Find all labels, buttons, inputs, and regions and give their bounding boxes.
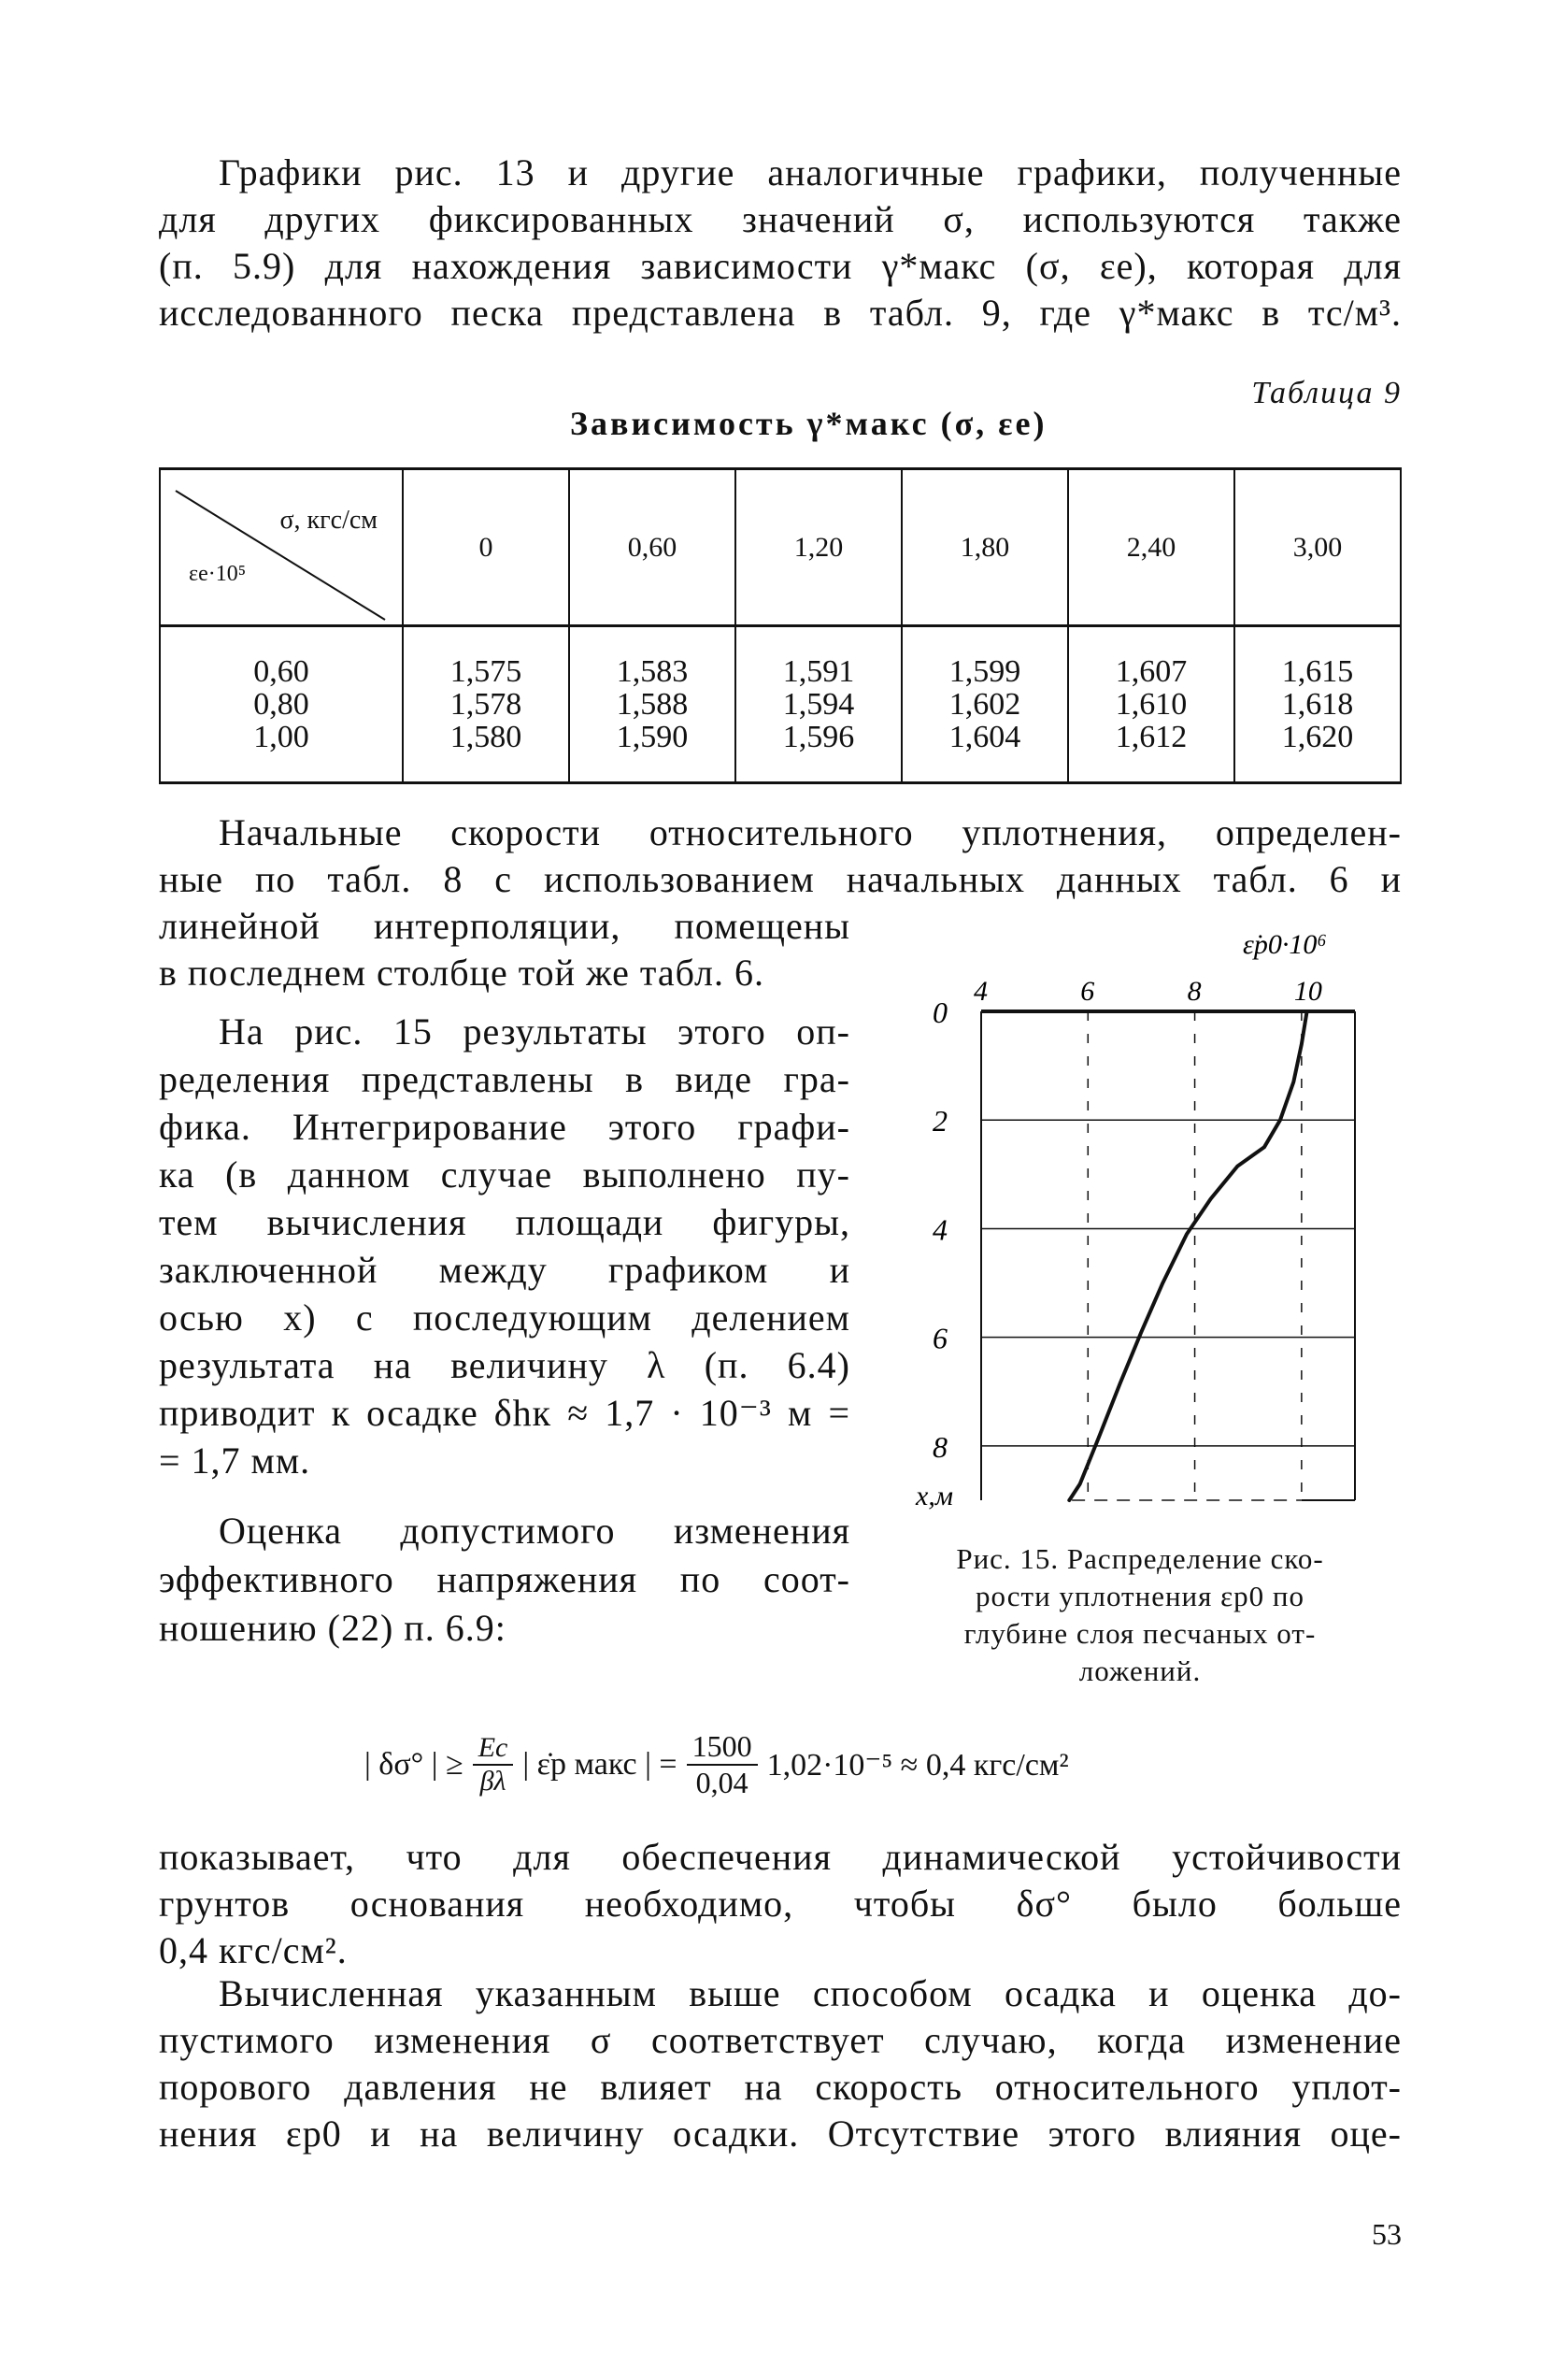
values-column [735, 626, 902, 783]
fraction-numerator: Ec [473, 1732, 514, 1766]
data-point [1292, 1081, 1295, 1083]
data-table [159, 467, 1402, 784]
caption-line: Рис. 15. Распределение ско- [956, 1542, 1324, 1575]
column-header: 0,60 [569, 469, 735, 626]
y-tick-label: 8 [933, 1429, 948, 1464]
data-curve [1069, 1011, 1306, 1500]
column-header: 0 [403, 469, 569, 626]
text-line: Графики рис. 13 и другие аналогичные графики, полученные [219, 151, 1402, 193]
table-cell: 1,612 [1115, 720, 1188, 754]
corner-eps-label: εe·10⁵ [189, 562, 247, 586]
text-line: грунтов основания необходимо, чтобы δσ° было больше [159, 1883, 1402, 1925]
caption-line: глубине слоя песчаных от- [963, 1617, 1317, 1650]
text-line: Вычисленная указанным выше способом осадка и оценка до- [219, 1972, 1402, 2014]
paragraph-stability [159, 1834, 1402, 1974]
text-line: в последнем столбце той же табл. 6. [159, 952, 764, 994]
table-cell: 1,620 [1281, 720, 1354, 754]
data-point [1097, 1437, 1100, 1439]
text-line: (п. 5.9) для нахождения зависимости γ*макс (σ, εe), которая для [159, 245, 1402, 287]
table-cell: 1,602 [948, 687, 1021, 722]
values-column [1068, 626, 1234, 783]
text-line: Оценка допустимого изменения [219, 1510, 850, 1552]
fraction-numerator: 1500 [687, 1729, 758, 1766]
text-line: Начальные скорости относительного уплотнения, определен- [219, 811, 1402, 853]
top-axis-label: ε̇p0·10⁶ [1243, 929, 1327, 960]
data-point [1300, 1042, 1303, 1045]
chart-series [1068, 1010, 1308, 1502]
y-tick-label: 4 [933, 1212, 948, 1247]
values-column [403, 626, 569, 783]
figure-15-chart [897, 925, 1383, 1524]
formula-fraction-2 [687, 1729, 758, 1800]
paragraph-estimate [159, 1507, 850, 1653]
chart-ticks [933, 976, 1322, 1464]
text-line: для других фиксированных значений σ, используются также [159, 198, 1402, 240]
text-line: исследованного песка представлена в табл. 9, где γ*макс в тс/м³. [159, 292, 1402, 334]
text-line: ные по табл. 8 с использованием начальных данных табл. 6 и [159, 858, 1402, 900]
caption-line: рости уплотнения εp0 по [975, 1580, 1304, 1612]
values-column [1234, 626, 1401, 783]
table-cell: 1,00 [253, 720, 309, 754]
page-number: 53 [1372, 2217, 1402, 2251]
data-point [1068, 1499, 1071, 1502]
table-cell: 1,596 [782, 720, 855, 754]
x-tick-label: 6 [1080, 976, 1095, 1007]
text-line: ка (в данном случае выполнено пу- [159, 1153, 850, 1196]
paragraph-intro [159, 150, 1402, 337]
figure-caption [897, 1540, 1383, 1690]
y-tick-label: 6 [933, 1321, 948, 1355]
x-tick-label: 8 [1187, 976, 1202, 1007]
table-cell: 1,578 [449, 687, 522, 722]
text-line: тем вычисления площади фигуры, [159, 1201, 850, 1243]
formula-left: | δσ° | ≥ [364, 1747, 463, 1782]
table-9 [159, 467, 1402, 784]
text-line: = 1,7 мм. [159, 1439, 311, 1482]
text-line: ределения представлены в виде гра- [159, 1058, 850, 1100]
data-point [1262, 1146, 1265, 1149]
text-line: осью x) с последующим делением [159, 1296, 850, 1339]
data-point [1078, 1482, 1081, 1485]
formula-fraction-1 [473, 1732, 514, 1797]
text-line: порового давления не влияет на скорость относительного уплот- [159, 2066, 1402, 2108]
table-label: Таблица 9 [1251, 376, 1402, 410]
table-title: Зависимость γ*макс (σ, εe) [570, 405, 1048, 442]
paragraph-initial-rates [159, 809, 1402, 903]
paragraph-conclusion [159, 1970, 1402, 2157]
table-cell: 1,591 [782, 654, 855, 689]
formula [364, 1729, 1069, 1800]
table-cell: 1,615 [1281, 654, 1354, 689]
eps-values-cell [160, 626, 403, 783]
table-cell: 1,607 [1115, 654, 1188, 689]
table-corner-cell [160, 469, 403, 626]
y-tick-label: 2 [933, 1104, 948, 1139]
y-tick-label: 0 [933, 995, 948, 1029]
formula-right: 1,02·10⁻⁵ ≈ 0,4 кгс/см² [766, 1748, 1069, 1783]
data-point [1305, 1010, 1308, 1013]
text-line: фика. Интегрирование этого графи- [159, 1106, 850, 1148]
text-line: эффективного напряжения по соот- [159, 1558, 850, 1600]
text-line: 0,4 кгс/см². [159, 1929, 348, 1971]
paragraph-initial-rates-cont [159, 903, 850, 996]
paragraph-results [159, 1008, 850, 1484]
table-cell: 0,60 [253, 654, 309, 689]
table-cell: 1,594 [782, 687, 855, 722]
text-line: На рис. 15 результаты этого оп- [219, 1010, 850, 1053]
data-point [1209, 1197, 1212, 1200]
left-axis-label: x,м [916, 1481, 953, 1511]
chart-grid [981, 1011, 1355, 1500]
table-cell: 1,610 [1115, 687, 1188, 722]
x-tick-label: 4 [974, 976, 988, 1007]
x-tick-label: 10 [1293, 976, 1322, 1007]
corner-diagonal [161, 470, 402, 627]
formula-middle: | ε̇p макс | = [522, 1747, 677, 1782]
text-line: показывает, что для обеспечения динамической устойчивости [159, 1836, 1402, 1878]
data-point [1140, 1330, 1143, 1333]
table-header-row [160, 469, 1401, 626]
values-column [569, 626, 735, 783]
data-point [1162, 1282, 1164, 1284]
column-header: 1,20 [735, 469, 902, 626]
text-line: результата на величину λ (п. 6.4) [159, 1344, 850, 1386]
data-point [1236, 1165, 1239, 1167]
text-line: линейной интерполяции, помещены [159, 905, 850, 947]
data-point [1279, 1119, 1282, 1122]
table-cell: 1,599 [948, 654, 1021, 689]
table-cell: 1,588 [616, 687, 689, 722]
text-line: заключенной между графиком и [159, 1249, 850, 1291]
table-cell: 1,583 [616, 654, 689, 689]
column-header: 1,80 [902, 469, 1068, 626]
table-cell: 0,80 [253, 687, 309, 722]
data-point [1186, 1233, 1189, 1236]
table-cell: 1,580 [449, 720, 522, 754]
table-body-row [160, 626, 1401, 783]
table-cell: 1,590 [616, 720, 689, 754]
text-line: ношению (22) п. 6.9: [159, 1607, 506, 1649]
text-line: приводит к осадке δhк ≈ 1,7 · 10⁻³ м = [159, 1392, 850, 1434]
column-header: 2,40 [1068, 469, 1234, 626]
fraction-denominator: βλ [479, 1766, 506, 1797]
text-line: пустимого изменения σ соответствует случаю, когда изменение [159, 2019, 1402, 2061]
table-cell: 1,575 [449, 654, 522, 689]
corner-sigma-label: σ, кгс/см [279, 506, 378, 535]
column-header: 3,00 [1234, 469, 1401, 626]
fraction-denominator: 0,04 [695, 1766, 748, 1799]
table-cell: 1,604 [948, 720, 1021, 754]
table-cell: 1,618 [1281, 687, 1354, 722]
caption-line: ложений. [1078, 1654, 1202, 1687]
data-point [1119, 1382, 1121, 1385]
text-line: нения εp0 и на величину осадки. Отсутствие этого влияния оце- [159, 2112, 1402, 2155]
values-column [902, 626, 1068, 783]
